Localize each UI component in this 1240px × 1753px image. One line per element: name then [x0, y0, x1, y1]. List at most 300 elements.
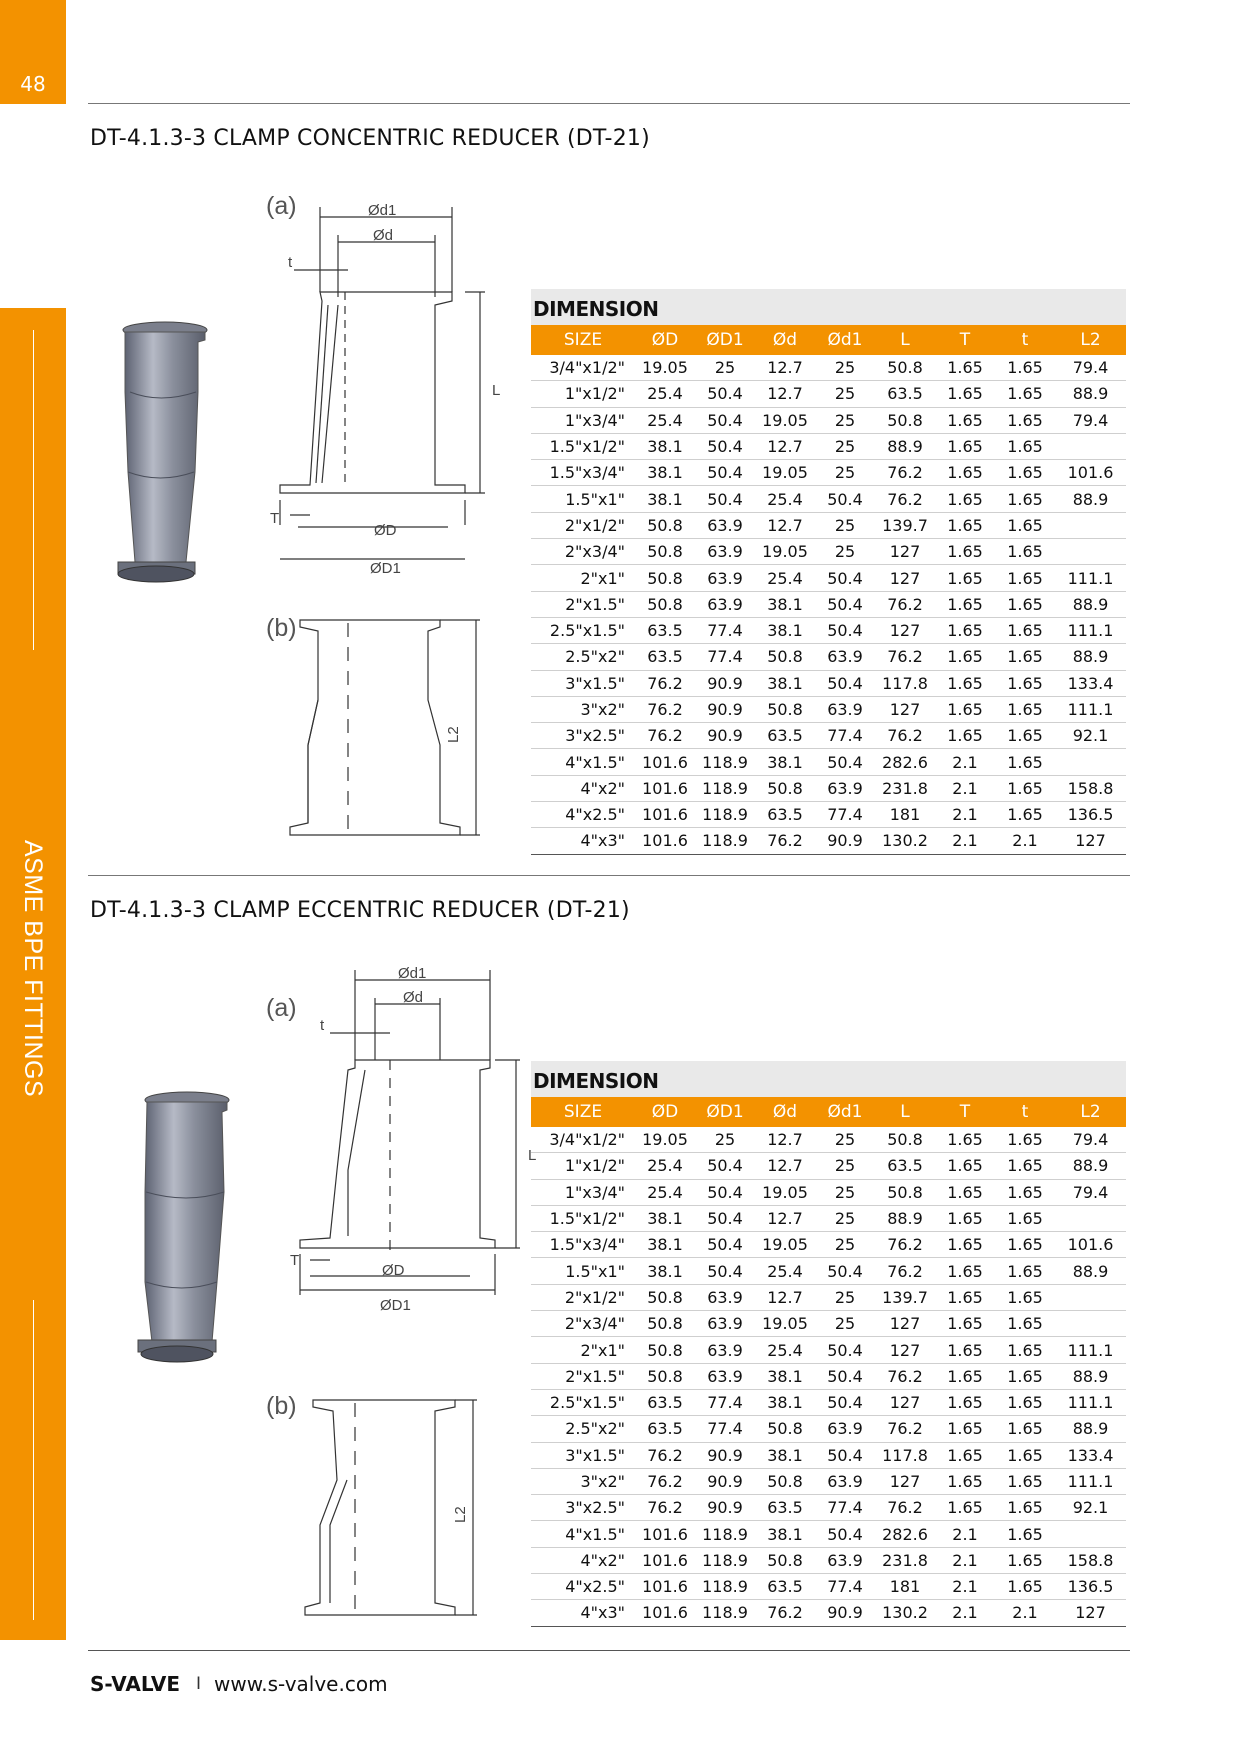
value-cell: 88.9: [1055, 1258, 1126, 1284]
value-cell: 63.5: [755, 1574, 815, 1600]
value-cell: 1.65: [995, 512, 1055, 538]
value-cell: 25.4: [755, 486, 815, 512]
size-cell: 4"x1.5": [531, 1521, 635, 1547]
value-cell: 38.1: [755, 1521, 815, 1547]
value-cell: 50.8: [635, 1284, 695, 1310]
value-cell: 77.4: [695, 617, 755, 643]
value-cell: 1.65: [935, 617, 995, 643]
dimension-table-eccentric: [531, 1061, 1126, 1627]
value-cell: 1.65: [935, 591, 995, 617]
value-cell: 1.65: [995, 802, 1055, 828]
size-cell: 2.5"x1.5": [531, 617, 635, 643]
value-cell: 2.1: [935, 1574, 995, 1600]
size-cell: 2.5"x2": [531, 1416, 635, 1442]
value-cell: 50.4: [815, 1337, 875, 1363]
value-cell: 76.2: [635, 723, 695, 749]
value-cell: 63.5: [635, 617, 695, 643]
value-cell: 101.6: [635, 828, 695, 854]
size-cell: 4"x2": [531, 775, 635, 801]
table-row: [531, 486, 1126, 512]
dim-label-L2: L2: [445, 726, 462, 743]
value-cell: 19.05: [635, 355, 695, 381]
value-cell: 2.1: [935, 775, 995, 801]
value-cell: 25.4: [635, 1153, 695, 1179]
value-cell: 50.8: [755, 644, 815, 670]
value-cell: 1.65: [995, 1311, 1055, 1337]
value-cell: 1.65: [935, 1495, 995, 1521]
size-cell: 4"x3": [531, 1600, 635, 1626]
table-row: [531, 617, 1126, 643]
concentric-drawing-a: [270, 195, 510, 595]
value-cell: 1.65: [935, 670, 995, 696]
table-row: [531, 460, 1126, 486]
value-cell: 1.65: [935, 512, 995, 538]
value-cell: 1.65: [995, 1258, 1055, 1284]
value-cell: 1.65: [995, 1574, 1055, 1600]
value-cell: 1.65: [995, 591, 1055, 617]
table-row: [531, 1389, 1126, 1415]
dim-label-T: T: [270, 510, 280, 527]
value-cell: 50.4: [815, 1389, 875, 1415]
value-cell: 19.05: [755, 460, 815, 486]
value-cell: 1.65: [935, 1232, 995, 1258]
column-header: ØD1: [695, 325, 755, 355]
table-row: [531, 1547, 1126, 1573]
size-cell: 2"x1": [531, 565, 635, 591]
table-row: [531, 1495, 1126, 1521]
value-cell: 1.65: [935, 486, 995, 512]
table-row: [531, 591, 1126, 617]
dim-label-OD1: ØD1: [380, 1297, 411, 1314]
value-cell: 118.9: [695, 775, 755, 801]
value-cell: 1.65: [995, 486, 1055, 512]
value-cell: 50.4: [815, 1258, 875, 1284]
variant-a-label: (a): [266, 994, 297, 1022]
value-cell: 2.1: [995, 1600, 1055, 1626]
size-cell: 4"x2.5": [531, 802, 635, 828]
value-cell: 1.65: [995, 1284, 1055, 1310]
value-cell: 90.9: [695, 1468, 755, 1494]
value-cell: 127: [875, 1311, 935, 1337]
value-cell: 90.9: [815, 828, 875, 854]
value-cell: 118.9: [695, 828, 755, 854]
value-cell: 88.9: [875, 433, 935, 459]
value-cell: 118.9: [695, 1600, 755, 1626]
eccentric-drawing-b: [305, 1395, 485, 1625]
value-cell: 12.7: [755, 433, 815, 459]
value-cell: 50.8: [875, 355, 935, 381]
sidebar-divider-bottom: [33, 1300, 34, 1620]
value-cell: 12.7: [755, 1284, 815, 1310]
dim-label-L: L: [528, 1147, 537, 1164]
value-cell: 77.4: [815, 802, 875, 828]
column-header: L2: [1055, 1097, 1126, 1127]
value-cell: 12.7: [755, 1127, 815, 1153]
value-cell: 63.9: [815, 775, 875, 801]
value-cell: 76.2: [875, 723, 935, 749]
size-cell: 4"x2.5": [531, 1574, 635, 1600]
column-header: SIZE: [531, 325, 635, 355]
value-cell: 1.65: [935, 1284, 995, 1310]
value-cell: 92.1: [1055, 1495, 1126, 1521]
section-divider: [88, 875, 1130, 876]
value-cell: 63.9: [695, 1337, 755, 1363]
value-cell: 25: [815, 1284, 875, 1310]
value-cell: 76.2: [635, 1495, 695, 1521]
value-cell: 12.7: [755, 1205, 815, 1231]
value-cell: 25: [815, 512, 875, 538]
variant-b-label: (b): [266, 614, 297, 642]
value-cell: 25.4: [635, 407, 695, 433]
value-cell: 90.9: [695, 1495, 755, 1521]
value-cell: [1055, 1521, 1126, 1547]
table-row: [531, 1311, 1126, 1337]
value-cell: 63.9: [695, 565, 755, 591]
value-cell: 76.2: [635, 696, 695, 722]
value-cell: 1.65: [995, 1153, 1055, 1179]
column-header: ØD1: [695, 1097, 755, 1127]
column-header: T: [935, 1097, 995, 1127]
value-cell: 181: [875, 1574, 935, 1600]
value-cell: 2.1: [935, 1547, 995, 1573]
value-cell: 127: [1055, 828, 1126, 854]
size-cell: 2"x3/4": [531, 1311, 635, 1337]
value-cell: 90.9: [695, 670, 755, 696]
size-cell: 1"x1/2": [531, 1153, 635, 1179]
table-row: [531, 1442, 1126, 1468]
value-cell: 50.4: [815, 617, 875, 643]
section-title-concentric: DT-4.1.3-3 CLAMP CONCENTRIC REDUCER (DT-21): [90, 126, 650, 151]
value-cell: 50.4: [815, 670, 875, 696]
value-cell: 25: [815, 1311, 875, 1337]
value-cell: 12.7: [755, 512, 815, 538]
value-cell: 76.2: [755, 1600, 815, 1626]
value-cell: 118.9: [695, 1574, 755, 1600]
value-cell: 77.4: [695, 644, 755, 670]
value-cell: 25: [815, 381, 875, 407]
value-cell: 101.6: [635, 1547, 695, 1573]
eccentric-reducer-3d-view: [132, 1082, 252, 1382]
value-cell: 1.65: [995, 775, 1055, 801]
value-cell: 19.05: [755, 539, 815, 565]
value-cell: 63.5: [755, 723, 815, 749]
variant-a-label: (a): [266, 192, 297, 220]
value-cell: 50.4: [815, 749, 875, 775]
value-cell: [1055, 1284, 1126, 1310]
value-cell: 50.4: [815, 486, 875, 512]
value-cell: 25.4: [755, 565, 815, 591]
size-cell: 4"x1.5": [531, 749, 635, 775]
value-cell: 38.1: [755, 617, 815, 643]
dim-label-od1: Ød1: [368, 202, 397, 219]
value-cell: 117.8: [875, 1442, 935, 1468]
value-cell: 76.2: [635, 1468, 695, 1494]
value-cell: 25: [815, 1179, 875, 1205]
value-cell: 136.5: [1055, 802, 1126, 828]
value-cell: 2.1: [935, 828, 995, 854]
value-cell: 1.65: [995, 1337, 1055, 1363]
value-cell: 76.2: [875, 644, 935, 670]
value-cell: 12.7: [755, 1153, 815, 1179]
value-cell: 50.8: [755, 775, 815, 801]
value-cell: 50.4: [695, 1179, 755, 1205]
value-cell: 25: [815, 1205, 875, 1231]
value-cell: 111.1: [1055, 1389, 1126, 1415]
size-cell: 3"x1.5": [531, 1442, 635, 1468]
value-cell: 50.8: [755, 696, 815, 722]
value-cell: 50.4: [815, 1442, 875, 1468]
value-cell: 1.65: [935, 1258, 995, 1284]
value-cell: 1.65: [935, 1416, 995, 1442]
value-cell: 92.1: [1055, 723, 1126, 749]
value-cell: 50.8: [635, 591, 695, 617]
value-cell: 77.4: [695, 1416, 755, 1442]
table-row: [531, 1337, 1126, 1363]
concentric-reducer-3d-view: [110, 312, 230, 602]
size-cell: 3"x1.5": [531, 670, 635, 696]
footer-separator: I: [196, 1674, 202, 1694]
table-row: [531, 433, 1126, 459]
value-cell: 76.2: [635, 670, 695, 696]
value-cell: 38.1: [755, 670, 815, 696]
size-cell: 3/4"x1/2": [531, 1127, 635, 1153]
value-cell: 2.1: [935, 1521, 995, 1547]
value-cell: 1.65: [995, 1495, 1055, 1521]
dimension-table: [531, 1097, 1126, 1627]
table-row: [531, 1127, 1126, 1153]
value-cell: 63.9: [695, 512, 755, 538]
value-cell: 111.1: [1055, 1468, 1126, 1494]
value-cell: 76.2: [635, 1442, 695, 1468]
table-header-row: [531, 325, 1126, 355]
value-cell: 63.9: [695, 1284, 755, 1310]
value-cell: 1.65: [995, 696, 1055, 722]
value-cell: 50.8: [755, 1416, 815, 1442]
value-cell: 50.4: [695, 1258, 755, 1284]
value-cell: 79.4: [1055, 355, 1126, 381]
value-cell: 1.65: [935, 1311, 995, 1337]
value-cell: 101.6: [635, 1600, 695, 1626]
value-cell: 25: [815, 433, 875, 459]
value-cell: 79.4: [1055, 407, 1126, 433]
dim-label-OD: ØD: [374, 522, 397, 539]
value-cell: 1.65: [995, 1416, 1055, 1442]
size-cell: 4"x3": [531, 828, 635, 854]
value-cell: 63.9: [695, 591, 755, 617]
value-cell: 63.9: [815, 1416, 875, 1442]
value-cell: 50.4: [695, 1232, 755, 1258]
value-cell: 1.65: [995, 670, 1055, 696]
variant-b-label: (b): [266, 1392, 297, 1420]
value-cell: 1.65: [935, 433, 995, 459]
size-cell: 1"x1/2": [531, 381, 635, 407]
table-row: [531, 355, 1126, 381]
value-cell: 127: [875, 1468, 935, 1494]
value-cell: 25: [695, 355, 755, 381]
value-cell: 63.9: [815, 696, 875, 722]
value-cell: 50.8: [635, 1337, 695, 1363]
value-cell: 38.1: [755, 1442, 815, 1468]
table-row: [531, 1284, 1126, 1310]
value-cell: 1.65: [935, 1179, 995, 1205]
value-cell: 282.6: [875, 749, 935, 775]
value-cell: 90.9: [815, 1600, 875, 1626]
value-cell: 25: [815, 539, 875, 565]
value-cell: 50.8: [755, 1547, 815, 1573]
value-cell: 158.8: [1055, 1547, 1126, 1573]
table-row: [531, 407, 1126, 433]
value-cell: 1.65: [935, 1127, 995, 1153]
value-cell: [1055, 749, 1126, 775]
value-cell: 111.1: [1055, 1337, 1126, 1363]
value-cell: 38.1: [635, 1232, 695, 1258]
value-cell: 1.65: [995, 1232, 1055, 1258]
value-cell: 1.65: [935, 539, 995, 565]
dim-label-OD1: ØD1: [370, 560, 401, 577]
size-cell: 2"x1.5": [531, 1363, 635, 1389]
column-header: SIZE: [531, 1097, 635, 1127]
table-row: [531, 1153, 1126, 1179]
value-cell: 88.9: [1055, 381, 1126, 407]
value-cell: 50.4: [695, 1153, 755, 1179]
value-cell: 79.4: [1055, 1179, 1126, 1205]
value-cell: 101.6: [635, 1574, 695, 1600]
value-cell: 88.9: [1055, 591, 1126, 617]
table-row: [531, 1205, 1126, 1231]
value-cell: 1.65: [995, 1442, 1055, 1468]
value-cell: 79.4: [1055, 1127, 1126, 1153]
value-cell: 38.1: [635, 460, 695, 486]
value-cell: 1.65: [995, 1363, 1055, 1389]
value-cell: 12.7: [755, 381, 815, 407]
value-cell: [1055, 433, 1126, 459]
value-cell: 1.65: [935, 644, 995, 670]
size-cell: 1.5"x3/4": [531, 460, 635, 486]
value-cell: 1.65: [995, 355, 1055, 381]
dimension-table: [531, 325, 1126, 855]
value-cell: 181: [875, 802, 935, 828]
value-cell: 63.5: [875, 381, 935, 407]
footer-divider: [88, 1650, 1130, 1651]
dim-label-L: L: [492, 382, 501, 399]
table-row: [531, 1521, 1126, 1547]
value-cell: 25.4: [635, 381, 695, 407]
value-cell: 1.65: [995, 565, 1055, 591]
table-row: [531, 381, 1126, 407]
size-cell: 2"x1/2": [531, 1284, 635, 1310]
value-cell: 139.7: [875, 1284, 935, 1310]
value-cell: 1.65: [995, 1521, 1055, 1547]
value-cell: 63.5: [635, 1389, 695, 1415]
footer-website-link[interactable]: www.s-valve.com: [214, 1672, 388, 1696]
value-cell: 50.8: [875, 1179, 935, 1205]
table-row: [531, 802, 1126, 828]
table-row: [531, 1416, 1126, 1442]
value-cell: 77.4: [815, 723, 875, 749]
value-cell: 133.4: [1055, 1442, 1126, 1468]
size-cell: 2.5"x2": [531, 644, 635, 670]
concentric-drawing-b: [290, 615, 490, 845]
value-cell: 76.2: [875, 460, 935, 486]
column-header: ØD: [635, 325, 695, 355]
value-cell: 1.65: [935, 1337, 995, 1363]
value-cell: 76.2: [875, 1363, 935, 1389]
dimension-title: DIMENSION: [531, 1061, 1126, 1097]
value-cell: 118.9: [695, 802, 755, 828]
value-cell: 1.65: [995, 1468, 1055, 1494]
value-cell: 50.8: [635, 1363, 695, 1389]
value-cell: 25: [695, 1127, 755, 1153]
value-cell: 127: [875, 539, 935, 565]
size-cell: 3"x2": [531, 1468, 635, 1494]
section-title-eccentric: DT-4.1.3-3 CLAMP ECCENTRIC REDUCER (DT-21): [90, 898, 630, 923]
size-cell: 3/4"x1/2": [531, 355, 635, 381]
value-cell: 88.9: [1055, 1416, 1126, 1442]
table-row: [531, 749, 1126, 775]
table-header-row: [531, 1097, 1126, 1127]
footer-brand: S-VALVE: [90, 1672, 180, 1696]
size-cell: 2"x1.5": [531, 591, 635, 617]
value-cell: 76.2: [875, 1232, 935, 1258]
value-cell: 38.1: [635, 486, 695, 512]
value-cell: 1.65: [935, 381, 995, 407]
dim-label-od: Ød: [403, 989, 424, 1006]
dim-label-T: T: [290, 1252, 300, 1269]
value-cell: [1055, 539, 1126, 565]
dimension-table-concentric: [531, 289, 1126, 855]
dim-label-OD: ØD: [382, 1262, 405, 1279]
value-cell: 25: [815, 460, 875, 486]
value-cell: 50.4: [695, 486, 755, 512]
value-cell: 111.1: [1055, 617, 1126, 643]
column-header: t: [995, 1097, 1055, 1127]
value-cell: 76.2: [875, 591, 935, 617]
value-cell: 133.4: [1055, 670, 1126, 696]
column-header: T: [935, 325, 995, 355]
value-cell: 50.8: [755, 1468, 815, 1494]
value-cell: 50.8: [635, 512, 695, 538]
value-cell: 77.4: [815, 1574, 875, 1600]
value-cell: 2.1: [995, 828, 1055, 854]
dim-label-od1: Ød1: [398, 965, 427, 982]
page-number: 48: [20, 72, 46, 96]
size-cell: 3"x2": [531, 696, 635, 722]
value-cell: 50.8: [875, 1127, 935, 1153]
value-cell: 38.1: [755, 591, 815, 617]
value-cell: 90.9: [695, 1442, 755, 1468]
column-header: ØD: [635, 1097, 695, 1127]
sidebar-category-label: ASME BPE FITTINGS: [19, 840, 47, 1098]
value-cell: 50.4: [815, 565, 875, 591]
column-header: L2: [1055, 325, 1126, 355]
value-cell: 19.05: [755, 1311, 815, 1337]
value-cell: 50.8: [635, 539, 695, 565]
value-cell: 63.5: [635, 1416, 695, 1442]
value-cell: 130.2: [875, 828, 935, 854]
value-cell: 63.5: [755, 1495, 815, 1521]
value-cell: 1.65: [995, 1547, 1055, 1573]
value-cell: 38.1: [635, 1205, 695, 1231]
value-cell: 231.8: [875, 1547, 935, 1573]
table-row: [531, 696, 1126, 722]
size-cell: 2"x3/4": [531, 539, 635, 565]
value-cell: 77.4: [815, 1495, 875, 1521]
size-cell: 2"x1": [531, 1337, 635, 1363]
size-cell: 1.5"x1/2": [531, 433, 635, 459]
value-cell: 1.65: [935, 1389, 995, 1415]
value-cell: 25: [815, 355, 875, 381]
dim-label-t: t: [288, 254, 293, 271]
